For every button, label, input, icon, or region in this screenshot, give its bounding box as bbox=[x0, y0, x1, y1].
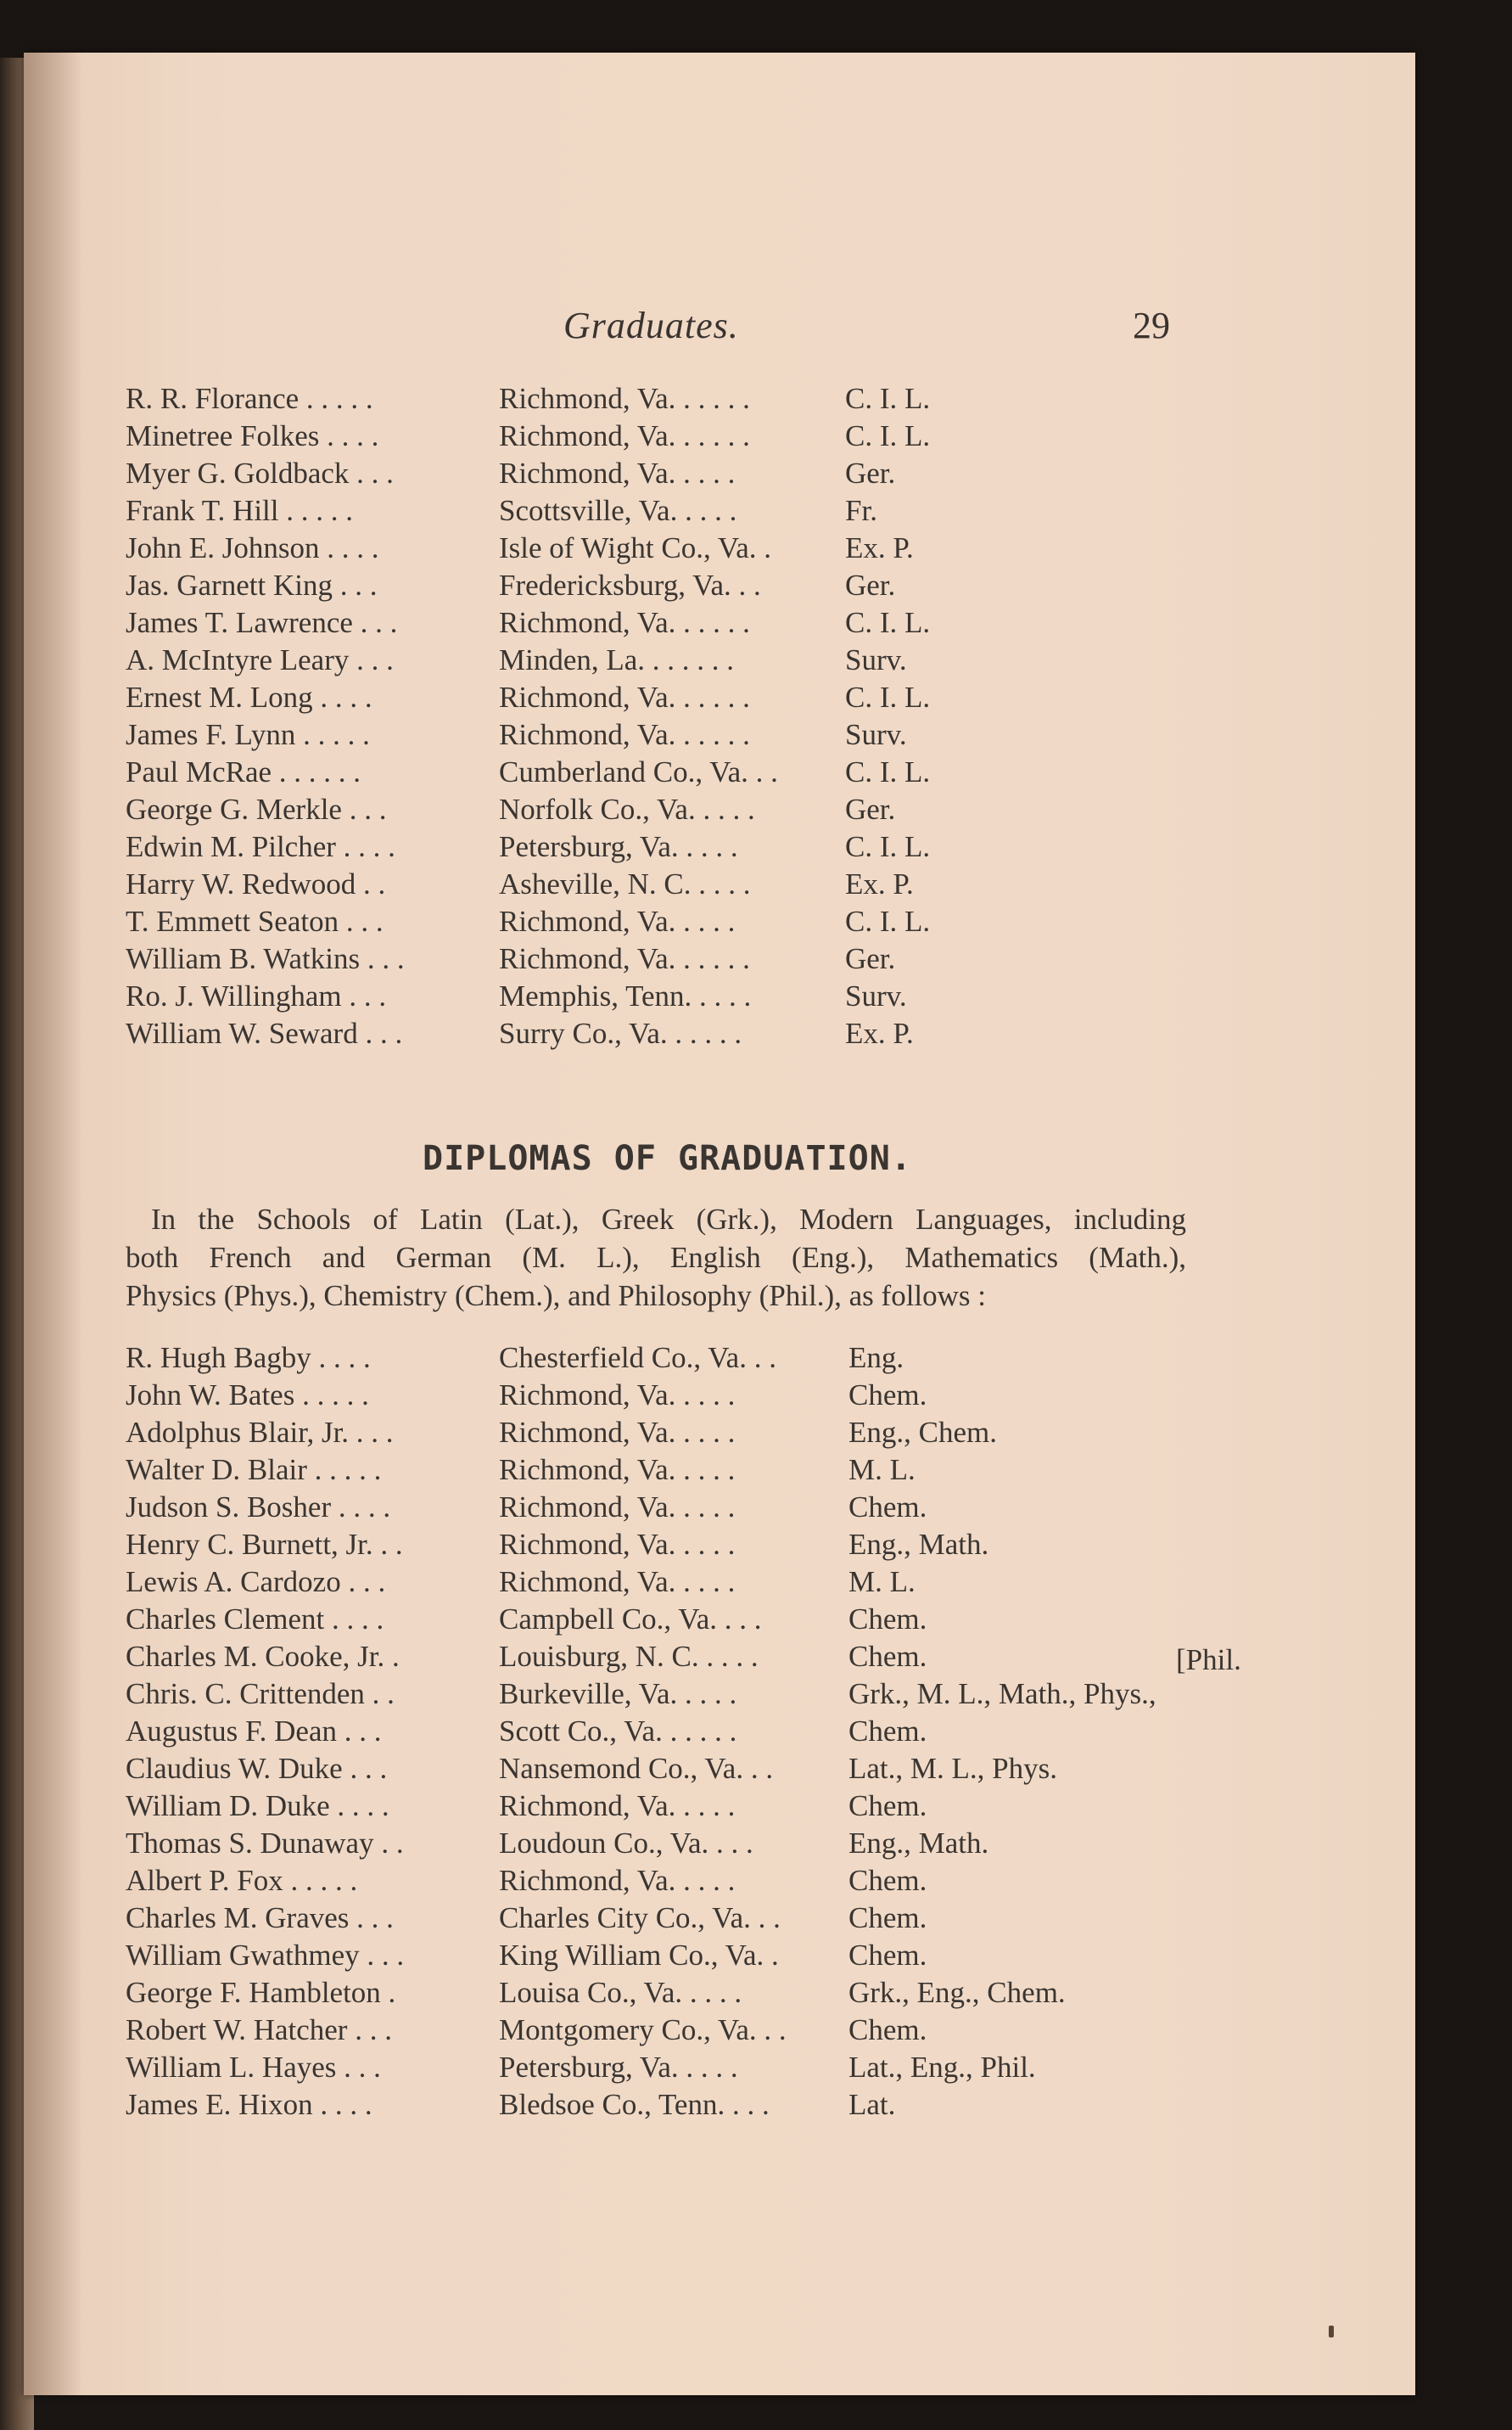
graduate-place: Richmond, Va. . . . . . bbox=[499, 419, 750, 452]
diploma-schools: Chem. bbox=[848, 1640, 927, 1673]
graduate-degree: Ger. bbox=[845, 569, 896, 602]
graduate-name: Edwin M. Pilcher . . . . bbox=[126, 830, 395, 863]
diploma-schools: Lat., M. L., Phys. bbox=[848, 1752, 1057, 1785]
diploma-schools: Lat. bbox=[848, 2088, 896, 2121]
diploma-name: Albert P. Fox . . . . . bbox=[126, 1864, 358, 1897]
running-header: Graduates. bbox=[563, 305, 739, 346]
graduate-place: Richmond, Va. . . . . . bbox=[499, 942, 750, 975]
diploma-schools: Grk., M. L., Math., Phys., bbox=[848, 1677, 1156, 1710]
diploma-name: Charles M. Cooke, Jr. . bbox=[126, 1640, 400, 1673]
diploma-name: Chris. C. Crittenden . . bbox=[126, 1677, 395, 1710]
diploma-name: Walter D. Blair . . . . . bbox=[126, 1453, 382, 1486]
graduate-place: Richmond, Va. . . . . . bbox=[499, 681, 750, 714]
diploma-place: Richmond, Va. . . . . bbox=[499, 1378, 736, 1411]
graduate-place: Minden, La. . . . . . . bbox=[499, 643, 735, 676]
graduate-degree: Ex. P. bbox=[845, 1017, 914, 1050]
graduate-name: A. McIntyre Leary . . . bbox=[126, 643, 394, 676]
gutter-shadow bbox=[24, 53, 83, 2395]
margin-note: [Phil. bbox=[1176, 1643, 1241, 1676]
graduate-degree: Ex. P. bbox=[845, 867, 914, 901]
graduate-place: Asheville, N. C. . . . . bbox=[499, 867, 751, 901]
graduate-degree: C. I. L. bbox=[845, 382, 931, 415]
diploma-name: Henry C. Burnett, Jr. . . bbox=[126, 1528, 403, 1561]
diploma-place: Louisa Co., Va. . . . . bbox=[499, 1976, 742, 2009]
diploma-place: Louisburg, N. C. . . . . bbox=[499, 1640, 759, 1673]
graduate-place: Norfolk Co., Va. . . . . bbox=[499, 793, 755, 826]
graduate-name: William B. Watkins . . . bbox=[126, 942, 405, 975]
graduate-name: R. R. Florance . . . . . bbox=[126, 382, 373, 415]
diploma-place: Campbell Co., Va. . . . bbox=[499, 1602, 762, 1636]
diploma-name: Robert W. Hatcher . . . bbox=[126, 2013, 392, 2046]
diploma-schools: Chem. bbox=[848, 2013, 927, 2046]
graduate-place: Fredericksburg, Va. . . bbox=[499, 569, 761, 602]
diploma-schools: Eng., Chem. bbox=[848, 1416, 997, 1449]
diploma-name: Charles M. Graves . . . bbox=[126, 1901, 394, 1934]
diploma-place: Montgomery Co., Va. . . bbox=[499, 2013, 787, 2046]
diploma-name: Claudius W. Duke . . . bbox=[126, 1752, 388, 1785]
graduate-degree: Ger. bbox=[845, 457, 896, 490]
section-heading: DIPLOMAS OF GRADUATION. bbox=[423, 1139, 912, 1178]
diploma-schools: Chem. bbox=[848, 1864, 927, 1897]
diploma-place: Richmond, Va. . . . . bbox=[499, 1490, 736, 1524]
graduate-name: William W. Seward . . . bbox=[126, 1017, 403, 1050]
graduate-place: Isle of Wight Co., Va. . bbox=[499, 531, 772, 564]
diploma-place: Scott Co., Va. . . . . . bbox=[499, 1714, 737, 1748]
paper-speck bbox=[1329, 2326, 1334, 2337]
graduate-name: George G. Merkle . . . bbox=[126, 793, 387, 826]
diploma-place: Richmond, Va. . . . . bbox=[499, 1453, 736, 1486]
diploma-schools: Eng., Math. bbox=[848, 1827, 989, 1860]
diploma-place: Burkeville, Va. . . . . bbox=[499, 1677, 737, 1710]
intro-paragraph bbox=[126, 1200, 1186, 1315]
diploma-schools: M. L. bbox=[848, 1453, 916, 1486]
page-number: 29 bbox=[1133, 305, 1170, 346]
diploma-place: King William Co., Va. . bbox=[499, 1939, 779, 1972]
graduate-degree: Surv. bbox=[845, 643, 907, 676]
diploma-name: George F. Hambleton . bbox=[126, 1976, 396, 2009]
intro-line: In the Schools of Latin (Lat.), Greek (Grk.), Modern Languages, including bbox=[151, 1203, 1186, 1236]
diploma-place: Nansemond Co., Va. . . bbox=[499, 1752, 774, 1785]
graduate-degree: Surv. bbox=[845, 718, 907, 751]
diploma-place: Richmond, Va. . . . . bbox=[499, 1565, 736, 1598]
document-page bbox=[24, 53, 1415, 2395]
diploma-name: John W. Bates . . . . . bbox=[126, 1378, 369, 1411]
graduate-name: John E. Johnson . . . . bbox=[126, 531, 379, 564]
diploma-schools: Chem. bbox=[848, 1714, 927, 1748]
diploma-place: Richmond, Va. . . . . bbox=[499, 1864, 736, 1897]
diploma-schools: Chem. bbox=[848, 1490, 927, 1524]
graduate-place: Petersburg, Va. . . . . bbox=[499, 830, 738, 863]
diploma-name: William D. Duke . . . . bbox=[126, 1789, 389, 1822]
graduate-name: Ro. J. Willingham . . . bbox=[126, 979, 387, 1013]
graduate-place: Richmond, Va. . . . . . bbox=[499, 718, 750, 751]
diploma-name: Adolphus Blair, Jr. . . . bbox=[126, 1416, 394, 1449]
graduate-name: Frank T. Hill . . . . . bbox=[126, 494, 354, 527]
diploma-name: Judson S. Bosher . . . . bbox=[126, 1490, 391, 1524]
diploma-name: Augustus F. Dean . . . bbox=[126, 1714, 382, 1748]
diploma-schools: Chem. bbox=[848, 1939, 927, 1972]
graduate-degree: Fr. bbox=[845, 494, 877, 527]
diploma-place: Richmond, Va. . . . . bbox=[499, 1416, 736, 1449]
diploma-place: Richmond, Va. . . . . bbox=[499, 1789, 736, 1822]
diploma-schools: Eng., Math. bbox=[848, 1528, 989, 1561]
graduate-degree: C. I. L. bbox=[845, 681, 931, 714]
diploma-schools: Grk., Eng., Chem. bbox=[848, 1976, 1066, 2009]
intro-line: both French and German (M. L.), English (Eng.), Mathematics (Math.), bbox=[126, 1241, 1186, 1274]
diploma-name: Lewis A. Cardozo . . . bbox=[126, 1565, 386, 1598]
diploma-place: Chesterfield Co., Va. . . bbox=[499, 1341, 776, 1374]
diploma-place: Richmond, Va. . . . . bbox=[499, 1528, 736, 1561]
graduate-name: Harry W. Redwood . . bbox=[126, 867, 386, 901]
graduate-name: Minetree Folkes . . . . bbox=[126, 419, 379, 452]
graduate-name: Jas. Garnett King . . . bbox=[126, 569, 378, 602]
diploma-schools: Lat., Eng., Phil. bbox=[848, 2051, 1036, 2084]
diploma-name: R. Hugh Bagby . . . . bbox=[126, 1341, 371, 1374]
graduate-place: Richmond, Va. . . . . . bbox=[499, 382, 750, 415]
diploma-schools: Eng. bbox=[848, 1341, 904, 1374]
diploma-name: Thomas S. Dunaway . . bbox=[126, 1827, 404, 1860]
graduate-name: James F. Lynn . . . . . bbox=[126, 718, 370, 751]
graduate-name: James T. Lawrence . . . bbox=[126, 606, 398, 639]
intro-line: Physics (Phys.), Chemistry (Chem.), and Philosophy (Phil.), as follows : bbox=[126, 1279, 987, 1312]
diploma-place: Charles City Co., Va. . . bbox=[499, 1901, 781, 1934]
graduate-name: Paul McRae . . . . . . bbox=[126, 755, 361, 788]
graduate-place: Richmond, Va. . . . . bbox=[499, 905, 736, 938]
diploma-name: Charles Clement . . . . bbox=[126, 1602, 384, 1636]
diploma-name: William Gwathmey . . . bbox=[126, 1939, 405, 1972]
graduate-name: Myer G. Goldback . . . bbox=[126, 457, 394, 490]
graduate-place: Cumberland Co., Va. . . bbox=[499, 755, 778, 788]
graduate-degree: C. I. L. bbox=[845, 905, 931, 938]
graduate-place: Surry Co., Va. . . . . . bbox=[499, 1017, 742, 1050]
diploma-schools: Chem. bbox=[848, 1901, 927, 1934]
graduate-name: T. Emmett Seaton . . . bbox=[126, 905, 384, 938]
diploma-schools: Chem. bbox=[848, 1789, 927, 1822]
diploma-schools: Chem. bbox=[848, 1602, 927, 1636]
diploma-name: William L. Hayes . . . bbox=[126, 2051, 381, 2084]
diploma-schools: Chem. bbox=[848, 1378, 927, 1411]
graduate-degree: Ger. bbox=[845, 793, 896, 826]
graduate-place: Memphis, Tenn. . . . . bbox=[499, 979, 752, 1013]
diploma-name: James E. Hixon . . . . bbox=[126, 2088, 372, 2121]
graduate-degree: C. I. L. bbox=[845, 830, 931, 863]
graduate-name: Ernest M. Long . . . . bbox=[126, 681, 372, 714]
graduate-degree: Ger. bbox=[845, 942, 896, 975]
graduate-degree: Surv. bbox=[845, 979, 907, 1013]
diploma-place: Loudoun Co., Va. . . . bbox=[499, 1827, 753, 1860]
graduate-degree: C. I. L. bbox=[845, 606, 931, 639]
graduate-place: Richmond, Va. . . . . . bbox=[499, 606, 750, 639]
graduate-degree: C. I. L. bbox=[845, 419, 931, 452]
graduate-degree: Ex. P. bbox=[845, 531, 914, 564]
graduate-place: Scottsville, Va. . . . . bbox=[499, 494, 737, 527]
diploma-place: Bledsoe Co., Tenn. . . . bbox=[499, 2088, 770, 2121]
graduate-place: Richmond, Va. . . . . bbox=[499, 457, 736, 490]
diploma-schools: M. L. bbox=[848, 1565, 916, 1598]
graduate-degree: C. I. L. bbox=[845, 755, 931, 788]
diploma-place: Petersburg, Va. . . . . bbox=[499, 2051, 738, 2084]
